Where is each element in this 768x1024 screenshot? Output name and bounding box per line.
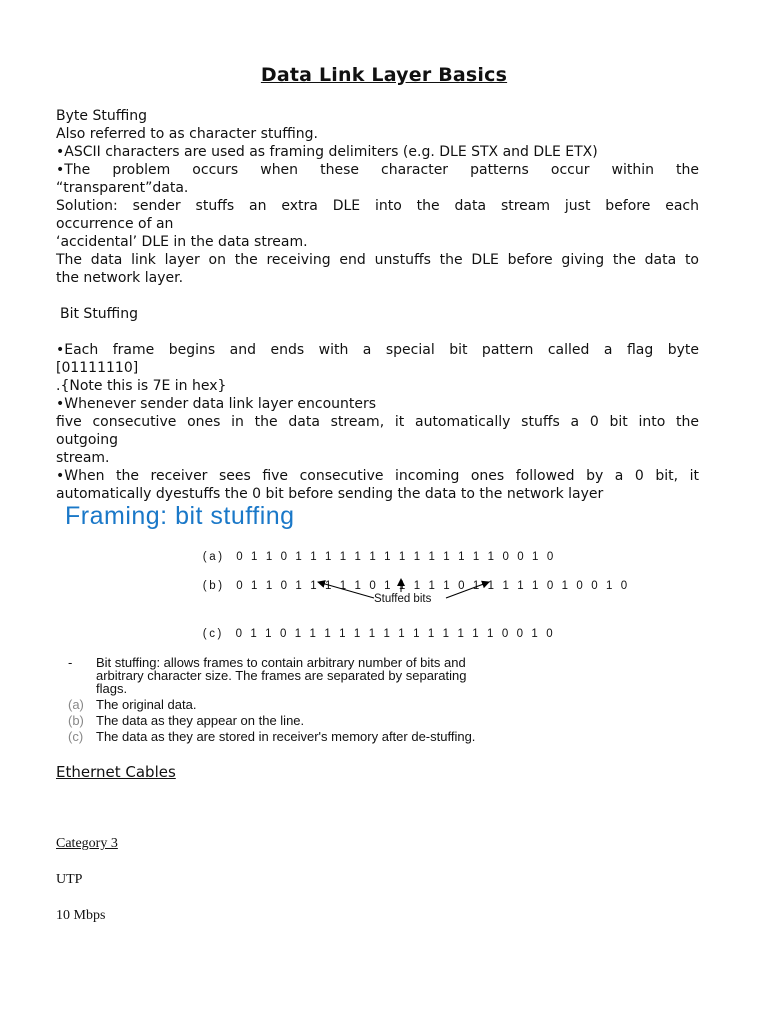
stuffed-bits-label: Stuffed bits — [374, 593, 432, 605]
note-intro-line: Bit stuffing: allows frames to contain arbitrary number of bits and — [96, 655, 466, 670]
bit-stuffing-line: •Each frame begins and ends with a special bit pattern called a flag byte — [56, 342, 699, 358]
bit-stuffing-line: .{Note this is 7E in hex} — [56, 378, 227, 394]
bit-row-bits: 0 1 1 0 1 1 1 1 1 1 1 1 1 1 1 1 1 1 0 0 1 0 — [236, 551, 556, 563]
bit-stuffing-line: •Whenever sender data link layer encounters — [56, 396, 377, 412]
note-label: (b) — [68, 713, 84, 728]
page-title: Data Link Layer Basics — [260, 64, 508, 86]
note-text: The data as they are stored in receiver's memory after de-stuffing. — [96, 729, 476, 744]
byte-stuffing-line: occurrence of an — [56, 216, 174, 232]
byte-stuffing-heading: Byte Stuffing — [56, 108, 147, 124]
byte-stuffing-line: “transparent”data. — [56, 180, 189, 196]
note-c — [68, 730, 668, 743]
byte-stuffing-line: •The problem occurs when these character patterns occur within the — [56, 162, 699, 178]
byte-stuffing-line: Also referred to as character stuffing. — [56, 126, 319, 142]
note-text: The original data. — [96, 697, 197, 712]
note-a — [68, 698, 668, 711]
note-bullet: - — [68, 655, 73, 670]
note-intro-line: flags. — [96, 681, 128, 696]
note-text: The data as they appear on the line. — [96, 713, 305, 728]
note-b — [68, 714, 668, 727]
arrow-left — [318, 582, 374, 598]
ethernet-cables-heading: Ethernet Cables — [56, 763, 176, 781]
bit-stuffing-line: stream. — [56, 450, 110, 466]
bit-row-label: (c) — [202, 628, 224, 640]
note-intro — [68, 656, 668, 695]
note-intro-line: arbitrary character size. The frames are separated by separating — [96, 668, 467, 683]
ethernet-category: Category 3 — [56, 836, 118, 851]
bit-row-label: (b) — [202, 580, 225, 592]
ethernet-type: UTP — [56, 872, 83, 887]
document-body — [56, 107, 699, 503]
bit-row-c — [168, 616, 555, 652]
bit-stuffing-line: •When the receiver sees five consecutive incoming ones followed by a 0 bit, it — [56, 468, 699, 484]
note-label: (a) — [68, 697, 84, 712]
bit-stuffing-line: [01111110] — [56, 360, 139, 376]
bit-row-bits: 0 1 1 0 1 1 1 1 1 0 1 1 1 1 1 0 1 1 1 1 1 0 1 0 0 1 0 — [236, 580, 630, 592]
bit-row-bits: 0 1 1 0 1 1 1 1 1 1 1 1 1 1 1 1 1 1 0 0 1 0 — [235, 628, 556, 640]
ethernet-speed: 10 Mbps — [56, 908, 106, 923]
note-label: (c) — [68, 729, 84, 744]
byte-stuffing-line: The data link layer on the receiving end unstuffs the DLE before giving the data to — [56, 252, 699, 268]
byte-stuffing-line: ‘accidental’ DLE in the data stream. — [56, 234, 308, 250]
figure-title: Framing: bit stuffing — [65, 502, 295, 530]
arrow-right — [446, 582, 489, 598]
byte-stuffing-line: the network layer. — [56, 270, 184, 286]
bit-stuffing-line: outgoing — [56, 432, 119, 448]
figure-notes — [68, 656, 668, 743]
bit-stuffing-heading: Bit Stuffing — [60, 306, 138, 322]
bit-stuffing-line: automatically dyestuffs the 0 bit before sending the data to the network layer — [56, 486, 604, 502]
bit-row-label: (a) — [202, 551, 225, 563]
byte-stuffing-line: Solution: sender stuffs an extra DLE into the data stream just before each — [56, 198, 699, 214]
bit-stuffing-figure — [56, 502, 699, 752]
byte-stuffing-line: •ASCII characters are used as framing delimiters (e.g. DLE STX and DLE ETX) — [56, 144, 598, 160]
bit-stuffing-line: five consecutive ones in the data stream, it automatically stuffs a 0 bit into the — [56, 414, 699, 430]
